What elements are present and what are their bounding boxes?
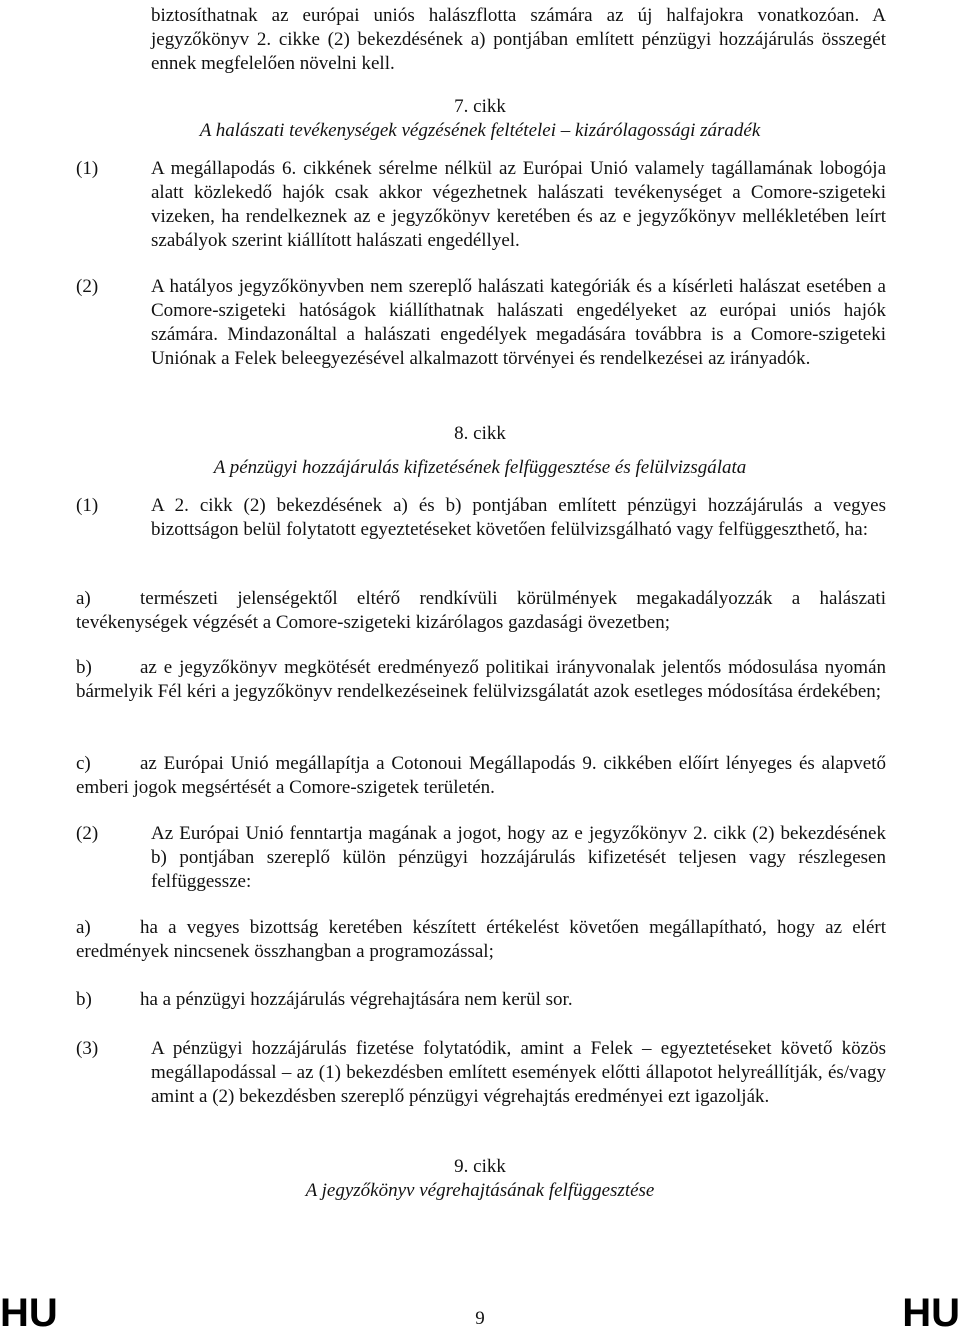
point-text: az e jegyzőkönyv megkötését eredményező politikai irányvonalak jelentős módosulása nyomán bármelyik Fél kéri a jegyzőkönyv rendelkezéseinek felülvizsgálatát azok esetleges módosítása érdekében; <box>76 657 886 702</box>
article-7-title: A halászati tevékenységek végzésének feltételei – kizárólagossági záradék <box>199 120 761 141</box>
article-8-paragraph-1-point-b <box>76 656 886 704</box>
footer-language-right: HU <box>902 1291 960 1335</box>
point-letter: a) <box>76 917 91 938</box>
article-7-paragraph-1-number: (1) <box>76 158 99 179</box>
point-text: az Európai Unió megállapítja a Cotonoui Megállapodás 9. cikkében előírt lényeges és alapvető emberi jogok megsértését a Comore-szigetek területén. <box>76 753 886 798</box>
article-8-paragraph-1-point-a <box>76 587 886 635</box>
footer-language-left: HU <box>0 1291 58 1335</box>
point-letter: b) <box>76 989 92 1010</box>
article-9-number: 9. cikk <box>454 1156 506 1177</box>
article-8-paragraph-2-point-a <box>76 916 886 964</box>
article-8-number: 8. cikk <box>454 423 506 444</box>
point-letter: b) <box>76 657 92 678</box>
article-7-paragraph-1-text: A megállapodás 6. cikkének sérelme nélkül az Európai Unió valamely tagállamának lobogója alatt közlekedő hajók csak akkor végezhetnek halászati tevékenységet a Comore-szigeteki vizeken, ha rendelkeznek az e jegyzőkönyv keretében és az e jegyzőkönyv mellékletében leírt szabályok szerint kiállított halászati engedéllyel. <box>151 158 886 251</box>
article-8-paragraph-1-text: A 2. cikk (2) bekezdésének a) és b) pontjában említett pénzügyi hozzájárulás a vegyes bizottságon belül folytatott egyeztetéseket követően felülvizsgálható vagy felfüggeszthető, ha: <box>151 495 886 540</box>
point-text: természeti jelenségektől eltérő rendkívüli körülmények megakadályozzák a halászati tevékenységek végzését a Comore-szigeteki kizárólagos gazdasági övezetben; <box>76 588 886 633</box>
article-8-paragraph-1-number: (1) <box>76 495 99 516</box>
article-8-paragraph-2-point-b <box>76 988 886 1012</box>
article-8-title: A pénzügyi hozzájárulás kifizetésének felfüggesztése és felülvizsgálata <box>213 457 747 478</box>
article-8-paragraph-3-text: A pénzügyi hozzájárulás fizetése folytatódik, amint a Felek – egyeztetéseket követő közös megállapodással – az (1) bekezdésben említett események előtti állapotot helyreállítják, és/vagy amint a (2) bekezdésben szereplő pénzügyi végrehajtás eredményei ezt igazolják. <box>151 1038 886 1107</box>
intro-paragraph: biztosíthatnak az európai uniós halászflotta számára az új halfajokra vonatkozóan. A jegyzőkönyv 2. cikke (2) bekezdésének a) pontjában említett pénzügyi hozzájárulás összegét ennek megfelelően növelni kell. <box>151 5 886 74</box>
article-7-paragraph-2-number: (2) <box>76 276 99 297</box>
article-8-paragraph-2-number: (2) <box>76 823 99 844</box>
point-text: ha a pénzügyi hozzájárulás végrehajtására nem kerül sor. <box>140 989 573 1010</box>
article-8-paragraph-2-text: Az Európai Unió fenntartja magának a jogot, hogy az e jegyzőkönyv 2. cikk (2) bekezdésének b) pontjában szereplő külön pénzügyi hozzájárulás kifizetését teljesen vagy részlegesen felfüggessze: <box>151 823 886 892</box>
article-9-title: A jegyzőkönyv végrehajtásának felfüggesztése <box>305 1180 655 1201</box>
point-letter: a) <box>76 588 91 609</box>
point-letter: c) <box>76 753 91 774</box>
article-8-paragraph-3-number: (3) <box>76 1038 99 1059</box>
point-text: ha a vegyes bizottság keretében készített értékelést követően megállapítható, hogy az elért eredmények nincsenek összhangban a programozással; <box>76 917 886 962</box>
article-7-paragraph-2-text: A hatályos jegyzőkönyvben nem szereplő halászati kategóriák és a kísérleti halászat esetében a Comore-szigeteki hatóságok kiállíthatnak halászati engedélyeket az európai uniós hajók számára. Mindazonáltal a halászati engedélyek megadására továbbra is a Comore-szigeteki Uniónak a Felek beleegyezésével alkalmazott törvényei és rendelkezései az irányadók. <box>151 276 886 369</box>
article-8-paragraph-1-point-c <box>76 752 886 800</box>
page-number: 9 <box>475 1308 485 1329</box>
article-7-number: 7. cikk <box>454 96 506 117</box>
